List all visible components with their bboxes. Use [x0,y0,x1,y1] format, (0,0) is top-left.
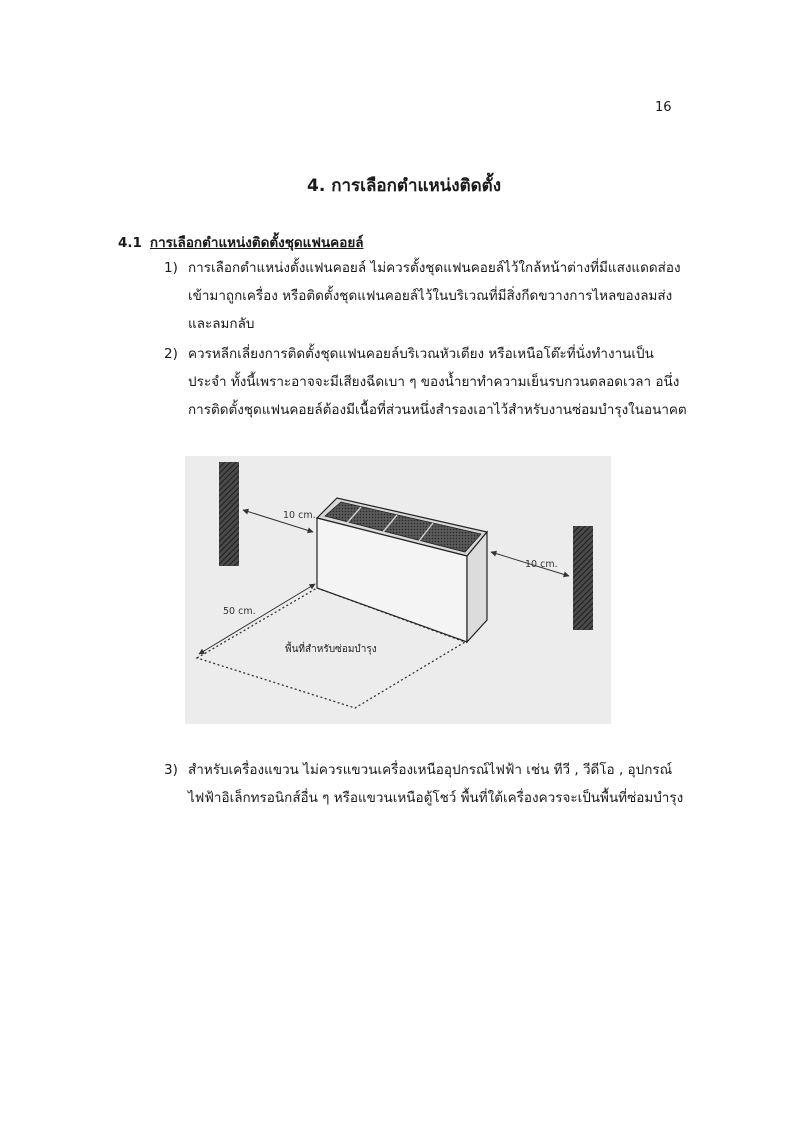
section-number: 4.1 [118,235,142,251]
list-item-2 [164,340,694,424]
paragraph-line: ควรหลีกเลี่ยงการติดตั้งชุดแฟนคอยล์บริเวณหัวเตียง หรือเหนือโต๊ะที่นั่งทำงานเป็น [188,346,654,362]
paragraph-line: และลมกลับ [188,316,255,332]
list-item-number: 1) [164,260,178,276]
list-item-number: 3) [164,762,178,778]
chapter-title: 4. การเลือกตำแหน่งติดตั้ง [307,176,501,196]
fan-coil-clearance-diagram [185,456,611,724]
section-heading [118,231,364,253]
list-item-3 [164,756,694,812]
left-wall [219,462,239,566]
paragraph-line: สำหรับเครื่องแขวน ไม่ควรแขวนเครื่องเหนืออุปกรณ์ไฟฟ้า เช่น ทีวี , วีดีโอ , อุปกรณ์ [188,762,673,778]
list-item-number: 2) [164,346,178,362]
paragraph-line: ประจำ ทั้งนี้เพราะอาจจะมีเสียงฉีดเบา ๆ ของน้ำยาทำความเย็นรบกวนตลอดเวลา อนึ่ง [188,374,680,390]
section-title: การเลือกตำแหน่งติดตั้งชุดแฟนคอยล์ [149,235,364,251]
label-maintenance-area: พื้นที่สำหรับซ่อมบำรุง [285,644,377,655]
label-right-gap: 10 cm. [525,559,558,570]
paragraph-line: การเลือกตำแหน่งตั้งแฟนคอยล์ ไม่ควรตั้งชุดแฟนคอยล์ไว้ใกล้หน้าต่างที่มีแสงแดดส่อง [188,260,681,276]
installation-figure [185,456,611,724]
list-item-1 [164,254,694,338]
paragraph-line: การติดตั้งชุดแฟนคอยล์ต้องมีเนื้อที่ส่วนหนึ่งสำรองเอาไว้สำหรับงานซ่อมบำรุงในอนาคต [188,402,687,418]
paragraph-line: ไฟฟ้าอิเล็กทรอนิกส์อื่น ๆ หรือแขวนเหนือตู้โชว์ พื้นที่ใต้เครื่องควรจะเป็นพื้นที่ซ่อมบำรุง [188,790,684,806]
label-left-gap: 10 cm. [283,510,316,521]
label-front-gap: 50 cm. [223,606,256,617]
page-number: 16 [655,100,672,115]
paragraph-line: เข้ามาถูกเครื่อง หรือติดตั้งชุดแฟนคอยล์ไว้ในบริเวณที่มีสิ่งกีดขวางการไหลของลมส่ง [188,288,673,304]
right-wall [573,526,593,630]
